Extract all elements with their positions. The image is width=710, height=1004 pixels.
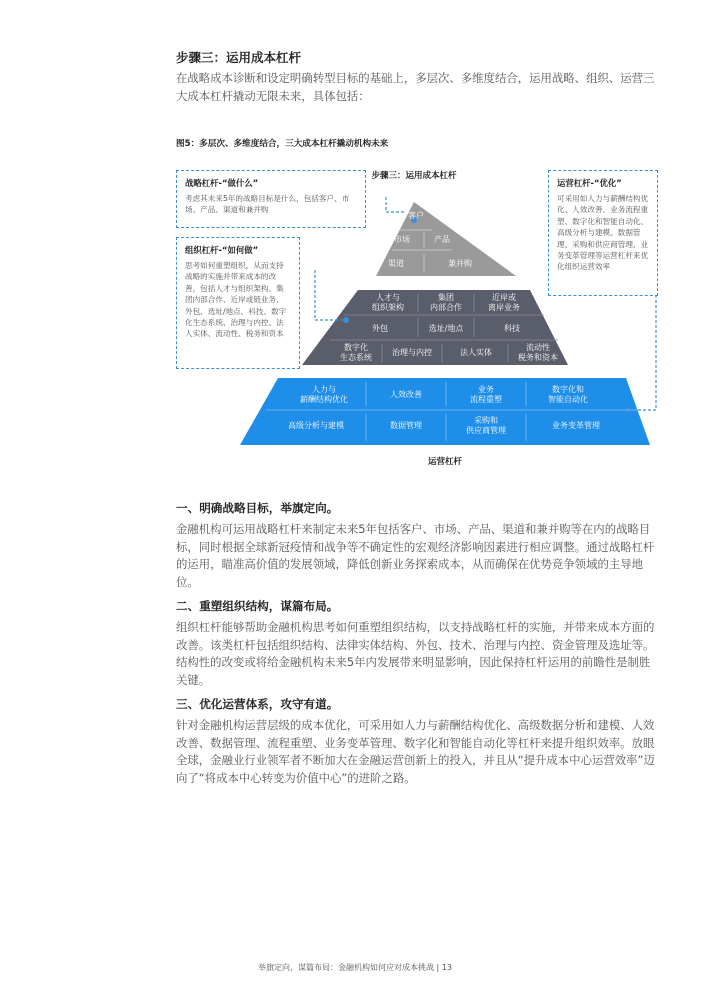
page-footer: 举旗定向，谋篇布局：金融机构如何应对成本挑战 | 13 bbox=[258, 963, 452, 972]
top-cell-market: 市场 bbox=[394, 235, 410, 244]
base-cell-row1: 人效改善 bbox=[390, 390, 422, 399]
step3-intro: 在战略成本诊断和设定明确转型目标的基础上，多层次、多维度结合，运用战略、组织、运营三大成本杠杆撬动无限未来，具体包括： bbox=[176, 71, 655, 103]
org-callout-title: 组织杠杆-“如何做” bbox=[185, 245, 259, 255]
top-cell-channel: 渠道 bbox=[388, 259, 404, 268]
mid-cell-row3: 流动性税务和资本 bbox=[518, 343, 558, 362]
section-2-body: 组织杠杆能够帮助金融机构思考如何重塑组织结构，以支持战略杠杆的实施，并带来成本方面的改善。该类杠杆包括组织结构、法律实体结构、外包、技术、治理与内控、资金管理及选址等。结构性的改变或将给金融机构未来5年内发展带来明显影响，因此保持杠杆运用的前瞻性是制胜关键。 bbox=[176, 620, 655, 687]
top-cell-product: 产品 bbox=[434, 235, 450, 244]
org-callout bbox=[176, 237, 300, 369]
figure-bottom-label: 运营杠杆 bbox=[427, 457, 463, 467]
section-3-body: 针对金融机构运营层级的成本优化，可采用如人力与薪酬结构优化、高级数据分析和建模、人效改善、数据管理、流程重塑、业务变革管理、数字化和智能自动化等杠杆来提升组织效率。放眼全球，金融业行业领军者不断加大在金融运营创新上的投入，并且从“提升成本中心运营效率”迈向了“将成本中心转变为价值中心”的进阶之路。 bbox=[176, 718, 655, 785]
strategy-callout bbox=[176, 170, 366, 228]
figure-top-label: 步骤三：运用成本杠杆 bbox=[371, 171, 457, 181]
mid-cell-row3: 法人实体 bbox=[460, 348, 492, 357]
ops-tier bbox=[240, 378, 650, 445]
base-cell-row1: 数字化和智能自动化 bbox=[548, 385, 588, 404]
mid-cell-row1: 人才与组织架构 bbox=[372, 293, 404, 312]
strategy-connector bbox=[386, 197, 406, 212]
org-connector-dot bbox=[343, 317, 349, 323]
ops-callout-title: 运营杠杆-“优化” bbox=[557, 178, 622, 188]
top-cell-customer: 客户 bbox=[408, 211, 424, 220]
base-cell-row1: 业务流程重塑 bbox=[470, 385, 502, 404]
mid-cell-row1: 集团内部合作 bbox=[430, 293, 462, 312]
mid-cell-row2: 选址/地点 bbox=[428, 324, 464, 333]
mid-cell-row2: 科技 bbox=[504, 324, 520, 333]
section-1-body: 金融机构可运用战略杠杆来制定未来5年包括客户、市场、产品、渠道和兼并购等在内的战略目标，同时根据全球新冠疫情和战争等不确定性的宏观经济影响因素进行相应调整。通过战略杠杆的运用，瞄准高价值的发展领域，降低创新业务探索成本，从而确保在优势竞争领域的主导地位。 bbox=[176, 522, 655, 589]
step3-heading: 步骤三：运用成本杠杆 bbox=[176, 50, 302, 65]
mid-cell-row1: 近岸或离岸业务 bbox=[488, 293, 520, 312]
mid-cell-row2: 外包 bbox=[372, 324, 388, 333]
section-1-heading: 一、明确战略目标，举旗定向。 bbox=[176, 501, 339, 515]
base-cell-row2: 数据管理 bbox=[390, 421, 422, 430]
base-cell-row2: 业务变革管理 bbox=[552, 421, 600, 430]
base-cell-row1: 人力与薪酬结构优化 bbox=[300, 385, 348, 404]
base-cell-row2: 高级分析与建模 bbox=[288, 421, 344, 430]
mid-cell-row3: 治理与内控 bbox=[392, 348, 432, 357]
strategy-callout-body: 考虑其未来5年的战略目标是什么，包括客户、市场、产品、渠道和兼并购 bbox=[185, 194, 350, 215]
ops-callout-body: 可采用如人力与薪酬结构优化、人效改善、业务流程重塑、数字化和智能自动化、高级分析与建模、数据管理、采购和供应商管理、业务变革管理等运营杠杆来优化组织运营效率 bbox=[557, 194, 649, 272]
section-3-heading: 三、优化运营体系，攻守有道。 bbox=[176, 697, 339, 711]
section-2-heading: 二、重塑组织结构，谋篇布局。 bbox=[176, 599, 339, 613]
mid-cell-row3: 数字化生态系统 bbox=[340, 343, 372, 362]
figure-title: 图5：多层次、多维度结合，三大成本杠杆撬动机构未来 bbox=[176, 139, 389, 149]
org-connector bbox=[315, 270, 342, 320]
org-callout-body: 思考如何重塑组织，从而支持战略的实施并带来成本的改善，包括人才与组织架构、集团内部合作、近岸或链业务、外包、选址/地点、科技、数字化生态系统、治理与内控、法人实体、流动性、税务和资本 bbox=[185, 261, 287, 339]
lever-figure bbox=[170, 160, 670, 475]
base-cell-row2: 采购和供应商管理 bbox=[466, 416, 506, 435]
top-cell-ma: 兼并购 bbox=[448, 259, 472, 268]
ops-connector bbox=[630, 295, 656, 410]
strategy-callout-title: 战略杠杆-“做什么” bbox=[185, 178, 259, 188]
ops-callout bbox=[548, 170, 658, 296]
